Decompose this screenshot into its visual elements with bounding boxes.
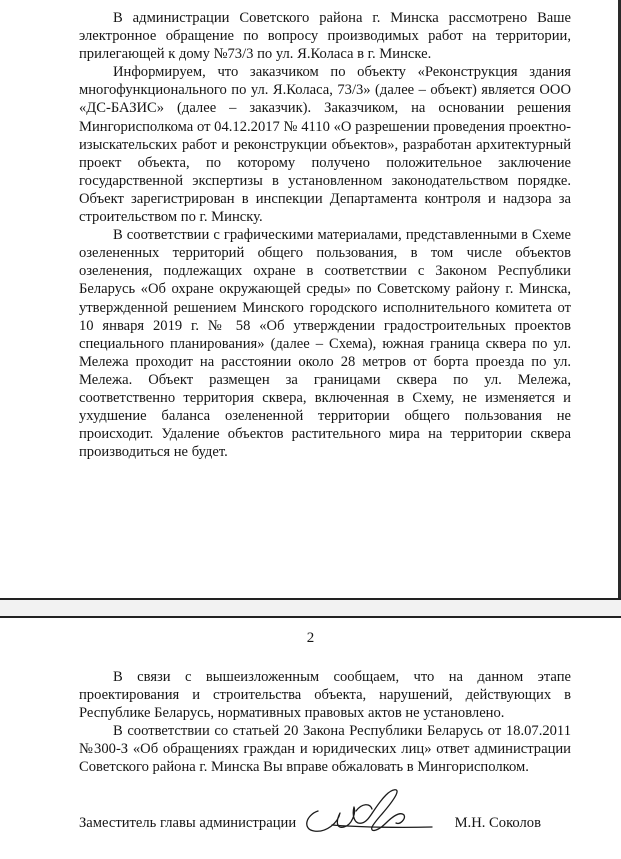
signer-name: М.Н. Соколов: [454, 815, 541, 831]
page-1-body: [79, 9, 571, 461]
page-number: 2: [306, 630, 315, 646]
paragraph-appeal-rights: В соответствии со статьей 20 Закона Республики Беларусь от 18.07.2011 №300-З «Об обращениях граждан и юридических лиц» ответ администрации Советского района г. Минска Вы вправе обжаловать в Мингорисполком.: [79, 723, 571, 776]
page-separator: [0, 598, 621, 618]
document-page-2: [0, 618, 621, 859]
signer-title: Заместитель главы администрации: [79, 815, 297, 831]
page-2-body: [79, 668, 571, 777]
paragraph-green-zone: В соответствии с графическими материалами, представленными в Схеме озелененных территорий общего пользования, в том числе объектов озеленения, подлежащих охране в соответствии с Законом Республики Беларусь «Об охране окружающей среды» по Советскому району г. Минска, утвержденной решением Минского городского исполнительного комитета от 10 января 2019 г. № 58 «Об утверждении градостроительных проектов специального планирования» (далее – Схема), южная граница сквера по ул. Мележа проходит на расстоянии около 28 метров от борта проезда по ул. Мележа. Объект размещен за границами сквера по ул. Мележа, соответственно территория сквера, включенная в Схему, не изменяется и ухудшение баланса озелененной территории общего пользования не происходит. Удаление объектов растительного мира на территории сквера производиться не будет.: [79, 227, 571, 461]
signature-line: [79, 814, 571, 832]
paragraph-conclusion: В связи с вышеизложенным сообщаем, что на данном этапе проектирования и строительства объекта, нарушений, действующих в Республике Беларусь, нормативных правовых актов не установлено.: [79, 669, 571, 722]
paragraph-customer-info: Информируем, что заказчиком по объекту «Реконструкция здания многофункционального по ул. Я.Коласа, 73/3» (далее – объект) является ООО «ДС-БАЗИС» (далее – заказчик). Заказчиком, на основании решения Мингорисполкома от 04.12.2017 № 4110 «О разрешении проведения проектно-изыскательских работ и реконструкции объектов», разработан архитектурный проект объекта, по которому получено положительное заключение государственной экспертизы в установленном законодательством порядке. Объект зарегистрирован в инспекции Департамента контроля и надзора за строительством по г. Минску.: [79, 64, 571, 226]
paragraph-intro: В администрации Советского района г. Минска рассмотрено Ваше электронное обращение по вопросу производимых работ на территории, прилегающей к дому №73/3 по ул. Я.Коласа в г. Минске.: [79, 10, 571, 63]
